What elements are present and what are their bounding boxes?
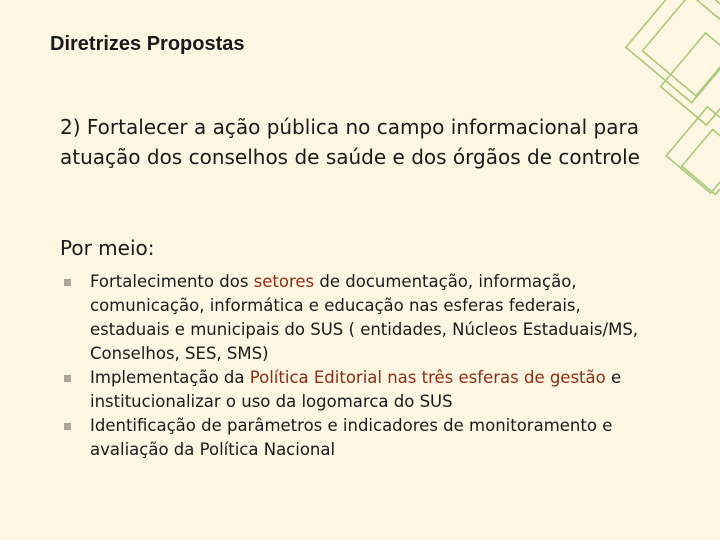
highlighted-text: setores: [253, 272, 315, 291]
measures-list: [64, 270, 644, 462]
bullet-icon: [64, 423, 71, 430]
item-text: Fortalecimento dos: [90, 272, 254, 291]
bullet-icon: [64, 375, 71, 382]
slide-title: Diretrizes Propostas: [50, 33, 245, 55]
bullet-icon: [64, 279, 71, 286]
por-meio-label: Por meio:: [60, 236, 155, 260]
list-item: [64, 414, 644, 462]
item-text: e institucionalizar o uso da logomarca do SUS: [90, 368, 622, 411]
corner-decoration: [620, 0, 720, 210]
highlighted-text: Política Editorial nas três esferas de gestão: [249, 368, 606, 387]
list-item: [64, 366, 644, 414]
list-item: [64, 270, 644, 366]
item-text: Implementação da: [90, 368, 250, 387]
item-text: Identificação de parâmetros e indicadores de monitoramento e avaliação da Política Nacional: [90, 416, 613, 459]
guideline-text: 2) Fortalecer a ação pública no campo informacional para atuação dos conselhos de saúde e dos órgãos de controle: [60, 115, 640, 169]
item-text: de documentação, informação, comunicação, informática e educação nas esferas federais, estaduais e municipais do SUS ( entidades, Núcleos Estaduais/MS, Conselhos, SES, SMS): [90, 272, 639, 363]
